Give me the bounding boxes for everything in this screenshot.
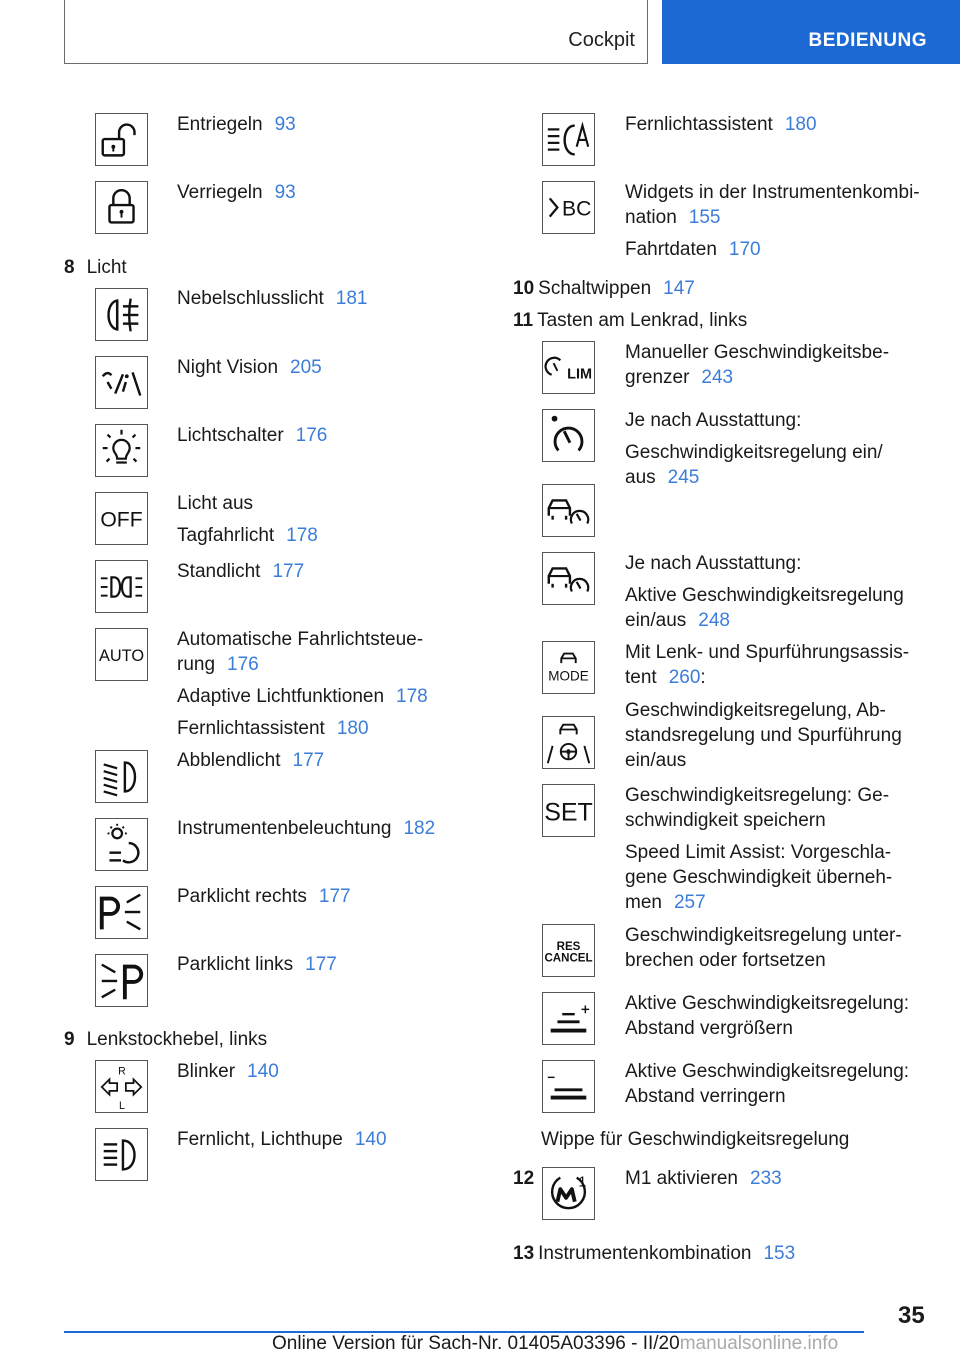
page-link[interactable]: 180 (784, 114, 817, 135)
entry-parklicht-links: Parklicht links 177 (177, 954, 337, 975)
entry-adaptive-lichtfunktionen: Adaptive Lichtfunktionen 178 (177, 686, 428, 707)
set-speed-icon (542, 784, 595, 837)
parking-light-left-icon (95, 954, 148, 1007)
watermark: manualsonline.info (679, 1333, 839, 1354)
entry-night-vision: Night Vision 205 (177, 357, 322, 378)
rear-fog-light-icon (95, 288, 148, 341)
page-link[interactable]: 260 (668, 667, 701, 688)
entry-m1-aktivieren: M1 aktivieren 233 (625, 1168, 782, 1189)
entry-abstand-verringern: Aktive Geschwindigkeitsregelung: Abstand verringern (625, 1061, 910, 1107)
unlock-icon (95, 113, 148, 166)
page-link[interactable]: 178 (396, 686, 428, 707)
entry-entriegeln: Entriegeln 93 (177, 114, 296, 135)
page-link[interactable]: 153 (763, 1243, 796, 1264)
entry-unterbrechen-fortsetzen: Geschwindigkeitsregelung unter- brechen oder fortsetzen (625, 925, 902, 971)
page-link[interactable]: 233 (750, 1168, 782, 1189)
page-link[interactable]: 177 (272, 561, 305, 582)
header-chapter-title: BEDIENUNG (808, 30, 927, 51)
entry-verriegeln: Verriegeln 93 (177, 182, 296, 203)
lane-assist-icon (542, 716, 595, 769)
group-8-heading: 8 Licht (64, 257, 127, 278)
entry-blinker: Blinker 140 (177, 1061, 279, 1082)
distance-decrease-icon (542, 1060, 595, 1113)
header-section-title: Cockpit (568, 29, 635, 51)
group-9-heading: 9 Lenkstockhebel, links (64, 1029, 268, 1050)
res-cancel-icon (542, 924, 595, 977)
svg-text:OFF: OFF (100, 508, 143, 532)
entry-auto-fahrlicht: Automatische Fahrlichtsteue- rung 176 (177, 629, 424, 675)
svg-text:RES: RES (556, 941, 581, 954)
mode-icon (542, 641, 595, 694)
page-link[interactable]: 181 (335, 288, 368, 309)
active-cruise-control-icon (542, 552, 595, 605)
svg-text:1: 1 (578, 1174, 587, 1191)
entry-abstandsregelung: Geschwindigkeitsregelung, Ab- standsregelung und Spurführung ein/aus (625, 700, 902, 771)
entry-wippe: Wippe für Geschwindigkeitsregelung (541, 1129, 850, 1150)
page-link[interactable]: 177 (318, 886, 351, 907)
parking-light-icon (95, 560, 148, 613)
entry-geschwindigkeit-speichern: Geschwindigkeitsregelung: Ge- schwindigkeit speichern (625, 785, 890, 831)
page-link[interactable]: 180 (336, 718, 369, 739)
light-switch-icon (95, 424, 148, 477)
svg-text:AUTO: AUTO (98, 646, 145, 665)
high-beam-assistant-icon (542, 113, 595, 166)
entry-widgets: Widgets in der Instrumentenkombi- nation 155 (625, 182, 920, 228)
entry-fernlichtassistent-left: Fernlichtassistent 180 (177, 718, 369, 739)
high-beam-icon (95, 1128, 148, 1181)
page-link[interactable]: 243 (701, 367, 734, 388)
entry-abstand-vergroessern: Aktive Geschwindigkeitsregelung: Abstand vergrößern (625, 993, 910, 1039)
entry-geschwindigkeitsregelung: Geschwindigkeitsregelung ein/ aus 245 (625, 442, 883, 488)
page-link[interactable]: 178 (286, 525, 318, 546)
entry-parklicht-rechts: Parklicht rechts 177 (177, 886, 351, 907)
page-link[interactable]: 147 (663, 278, 695, 299)
page-link[interactable]: 182 (403, 818, 436, 839)
entry-geschwindigkeitsbegrenzer: Manueller Geschwindigkeitsbe- grenzer 243 (625, 342, 890, 388)
page-link[interactable]: 245 (667, 467, 700, 488)
entry-lenk-spurfuehrung: Mit Lenk- und Spurführungsassis- tent 260: (625, 642, 910, 688)
active-cruise-icon (542, 484, 595, 537)
page-link[interactable]: 140 (354, 1129, 387, 1150)
entry-lichtschalter: Lichtschalter 176 (177, 425, 328, 446)
page-link[interactable]: 177 (305, 954, 337, 975)
page-number: 35 (898, 1302, 925, 1329)
entry-je-nach-1: Je nach Ausstattung: (625, 410, 802, 431)
entry-aktive-geschwindigkeitsregelung: Aktive Geschwindigkeitsregelung ein/aus 248 (625, 585, 904, 631)
auto-light-icon (95, 628, 148, 681)
entry-licht-aus: Licht aus (177, 493, 254, 514)
svg-text:SET: SET (544, 798, 593, 827)
svg-text:L: L (119, 1100, 125, 1112)
turn-signal-icon (95, 1060, 148, 1113)
header-chapter-tab[interactable] (662, 0, 960, 64)
group-10-heading: 10 Schaltwippen 147 (513, 278, 695, 299)
page-link[interactable]: 257 (673, 892, 706, 913)
entry-abblendlicht: Abblendlicht 177 (177, 750, 325, 771)
svg-text:CANCEL: CANCEL (544, 952, 593, 965)
cruise-control-icon (542, 409, 595, 462)
parking-light-right-icon (95, 886, 148, 939)
entry-fernlicht: Fernlicht, Lichthupe 140 (177, 1129, 387, 1150)
instrument-lighting-icon (95, 818, 148, 871)
page-link[interactable]: 170 (728, 239, 761, 260)
svg-text:MODE: MODE (548, 668, 589, 684)
svg-text:LIM: LIM (567, 366, 592, 383)
page-link[interactable]: 248 (698, 610, 730, 631)
low-beam-icon (95, 750, 148, 803)
svg-text:R: R (118, 1065, 126, 1078)
light-off-icon (95, 492, 148, 545)
page-link[interactable]: 93 (274, 182, 296, 203)
entry-fernlichtassistent-right: Fernlichtassistent 180 (625, 114, 817, 135)
entry-tagfahrlicht: Tagfahrlicht 178 (177, 525, 318, 546)
entry-je-nach-2: Je nach Ausstattung: (625, 553, 802, 574)
svg-text:BC: BC (561, 197, 592, 221)
group-11-heading: 11 Tasten am Lenkrad, links (513, 310, 748, 331)
entry-fahrtdaten: Fahrtdaten 170 (625, 239, 761, 260)
entry-standlicht: Standlicht 177 (177, 561, 305, 582)
page-link[interactable]: 176 (295, 425, 328, 446)
page-link[interactable]: 155 (688, 207, 721, 228)
speed-limiter-icon (542, 341, 595, 394)
entry-speed-limit-assist: Speed Limit Assist: Vorgeschla- gene Geschwindigkeit überneh- men 257 (625, 842, 893, 913)
m1-icon (542, 1167, 595, 1220)
bc-widgets-icon (542, 181, 595, 234)
page-link[interactable]: 205 (290, 357, 322, 378)
entry-instrumentenbeleuchtung: Instrumentenbeleuchtung 182 (177, 818, 436, 839)
page-link[interactable]: 93 (274, 114, 296, 135)
night-vision-icon (95, 356, 148, 409)
page-link[interactable]: 140 (247, 1061, 279, 1082)
footer-text: Online Version für Sach-Nr. 01405A03396 - II/20manualsonline.info (272, 1333, 839, 1354)
header-section-box (64, 0, 648, 64)
page-link[interactable]: 176 (227, 654, 259, 675)
distance-increase-icon (542, 992, 595, 1045)
page-link[interactable]: 177 (292, 750, 325, 771)
lock-icon (95, 181, 148, 234)
entry-nebelschlusslicht: Nebelschlusslicht 181 (177, 288, 368, 309)
group-12-number: 12 (513, 1168, 535, 1189)
group-13-heading: 13 Instrumentenkombination 153 (513, 1243, 796, 1264)
